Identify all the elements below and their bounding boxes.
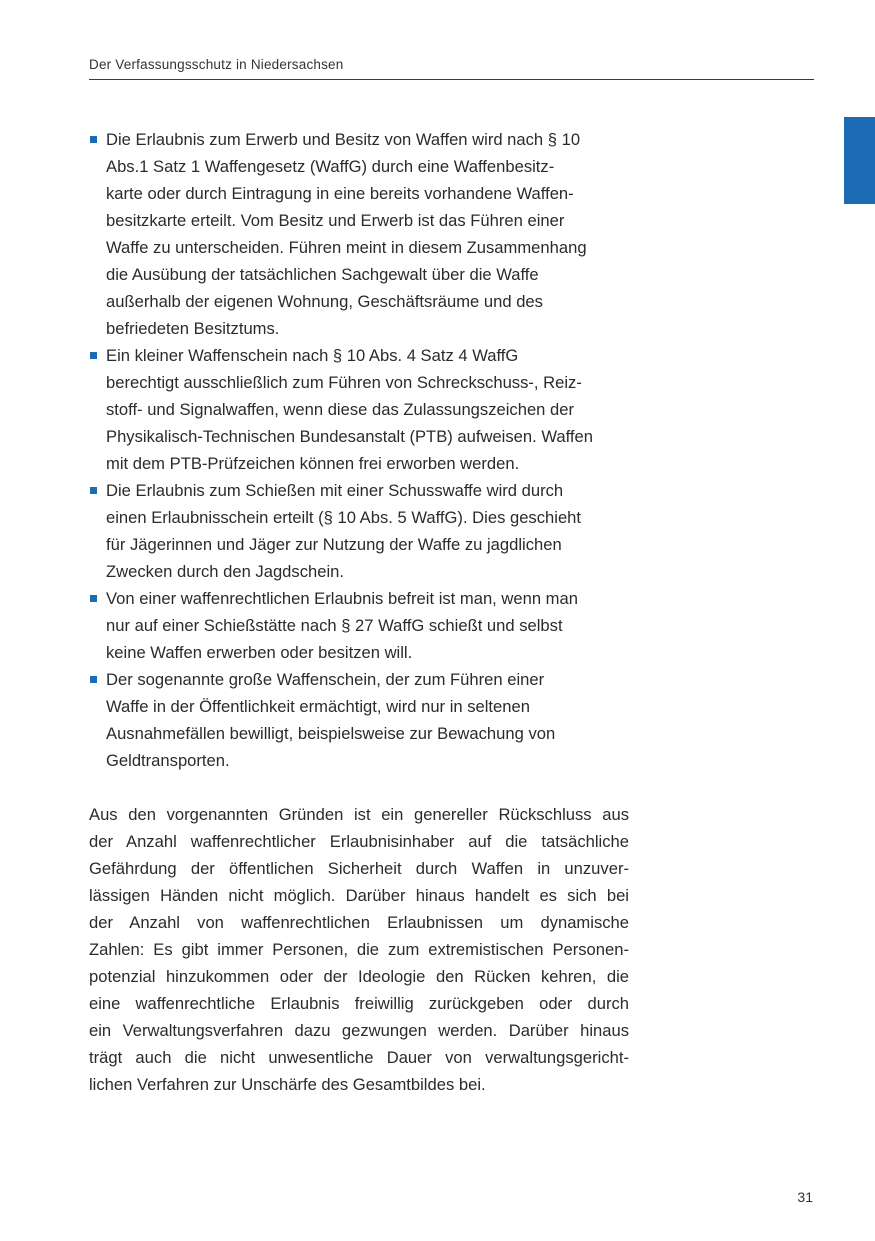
text-line: außerhalb der eigenen Wohnung, Geschäftsräume und des	[106, 292, 543, 311]
text-line: lässigen Händen nicht möglich. Darüber hinaus handelt es sich bei	[89, 886, 629, 905]
bullet-list	[89, 126, 649, 774]
text-line: Gefährdung der öffentlichen Sicherheit durch Waffen in unzuver-	[89, 859, 629, 878]
text-line: der Anzahl von waffenrechtlichen Erlaubnissen um dynamische	[89, 913, 629, 932]
text-line: Aus den vorgenannten Gründen ist ein genereller Rückschluss aus	[89, 805, 629, 824]
text-line: karte oder durch Eintragung in eine bereits vorhandene Waffen-	[106, 184, 574, 203]
text-line: Die Erlaubnis zum Erwerb und Besitz von Waffen wird nach § 10	[106, 130, 581, 149]
square-bullet-icon	[90, 595, 97, 602]
page-number: 31	[797, 1189, 813, 1205]
text-line: Ausnahmefällen bewilligt, beispielsweise zur Bewachung von	[106, 724, 556, 743]
text-line: lichen Verfahren zur Unschärfe des Gesamtbildes bei.	[89, 1075, 486, 1094]
text-line: Waffe in der Öffentlichkeit ermächtigt, wird nur in seltenen	[106, 697, 530, 716]
text-line: Zwecken durch den Jagdschein.	[106, 562, 344, 581]
list-item	[89, 585, 649, 666]
text-line: stoff- und Signalwaffen, wenn diese das Zulassungszeichen der	[106, 400, 574, 419]
text-line: Zahlen: Es gibt immer Personen, die zum extremistischen Personen-	[89, 940, 629, 959]
text-line: Geldtransporten.	[106, 751, 230, 770]
text-line: Abs.1 Satz 1 Waffengesetz (WaffG) durch eine Waffenbesitz-	[106, 157, 555, 176]
list-item	[89, 342, 649, 477]
header-divider	[89, 79, 814, 80]
text-line: Waffe zu unterscheiden. Führen meint in diesem Zusammenhang	[106, 238, 587, 257]
text-line: befriedeten Besitztums.	[106, 319, 280, 338]
body-paragraph	[89, 801, 629, 1098]
chapter-tab-marker	[844, 117, 875, 204]
text-line: eine waffenrechtliche Erlaubnis freiwillig zurückgeben oder durch	[89, 994, 629, 1013]
text-line: die Ausübung der tatsächlichen Sachgewalt über die Waffe	[106, 265, 539, 284]
list-item	[89, 477, 649, 585]
text-line: berechtigt ausschließlich zum Führen von Schreckschuss-, Reiz-	[106, 373, 582, 392]
text-line: Physikalisch-Technischen Bundesanstalt (PTB) aufweisen. Waffen	[106, 427, 593, 446]
list-item	[89, 126, 649, 342]
text-line: besitzkarte erteilt. Vom Besitz und Erwerb ist das Führen einer	[106, 211, 565, 230]
text-line: der Anzahl waffenrechtlicher Erlaubnisinhaber auf die tatsächliche	[89, 832, 629, 851]
square-bullet-icon	[90, 676, 97, 683]
text-line: trägt auch die nicht unwesentliche Dauer von verwaltungsgericht-	[89, 1048, 629, 1067]
text-line: Von einer waffenrechtlichen Erlaubnis befreit ist man, wenn man	[106, 589, 578, 608]
text-line: ein Verwaltungsverfahren dazu gezwungen werden. Darüber hinaus	[89, 1021, 629, 1040]
square-bullet-icon	[90, 487, 97, 494]
running-header: Der Verfassungsschutz in Niedersachsen	[89, 57, 344, 72]
text-line: Ein kleiner Waffenschein nach § 10 Abs. 4 Satz 4 WaffG	[106, 346, 519, 365]
list-item	[89, 666, 649, 774]
text-line: einen Erlaubnisschein erteilt (§ 10 Abs. 5 WaffG). Dies geschieht	[106, 508, 582, 527]
text-line: keine Waffen erwerben oder besitzen will.	[106, 643, 413, 662]
text-line: nur auf einer Schießstätte nach § 27 WaffG schießt und selbst	[106, 616, 563, 635]
text-line: Die Erlaubnis zum Schießen mit einer Schusswaffe wird durch	[106, 481, 564, 500]
text-line: Der sogenannte große Waffenschein, der zum Führen einer	[106, 670, 545, 689]
text-line: mit dem PTB-Prüfzeichen können frei erworben werden.	[106, 454, 520, 473]
square-bullet-icon	[90, 136, 97, 143]
text-line: für Jägerinnen und Jäger zur Nutzung der Waffe zu jagdlichen	[106, 535, 562, 554]
square-bullet-icon	[90, 352, 97, 359]
text-line: potenzial hinzukommen oder der Ideologie den Rücken kehren, die	[89, 967, 629, 986]
